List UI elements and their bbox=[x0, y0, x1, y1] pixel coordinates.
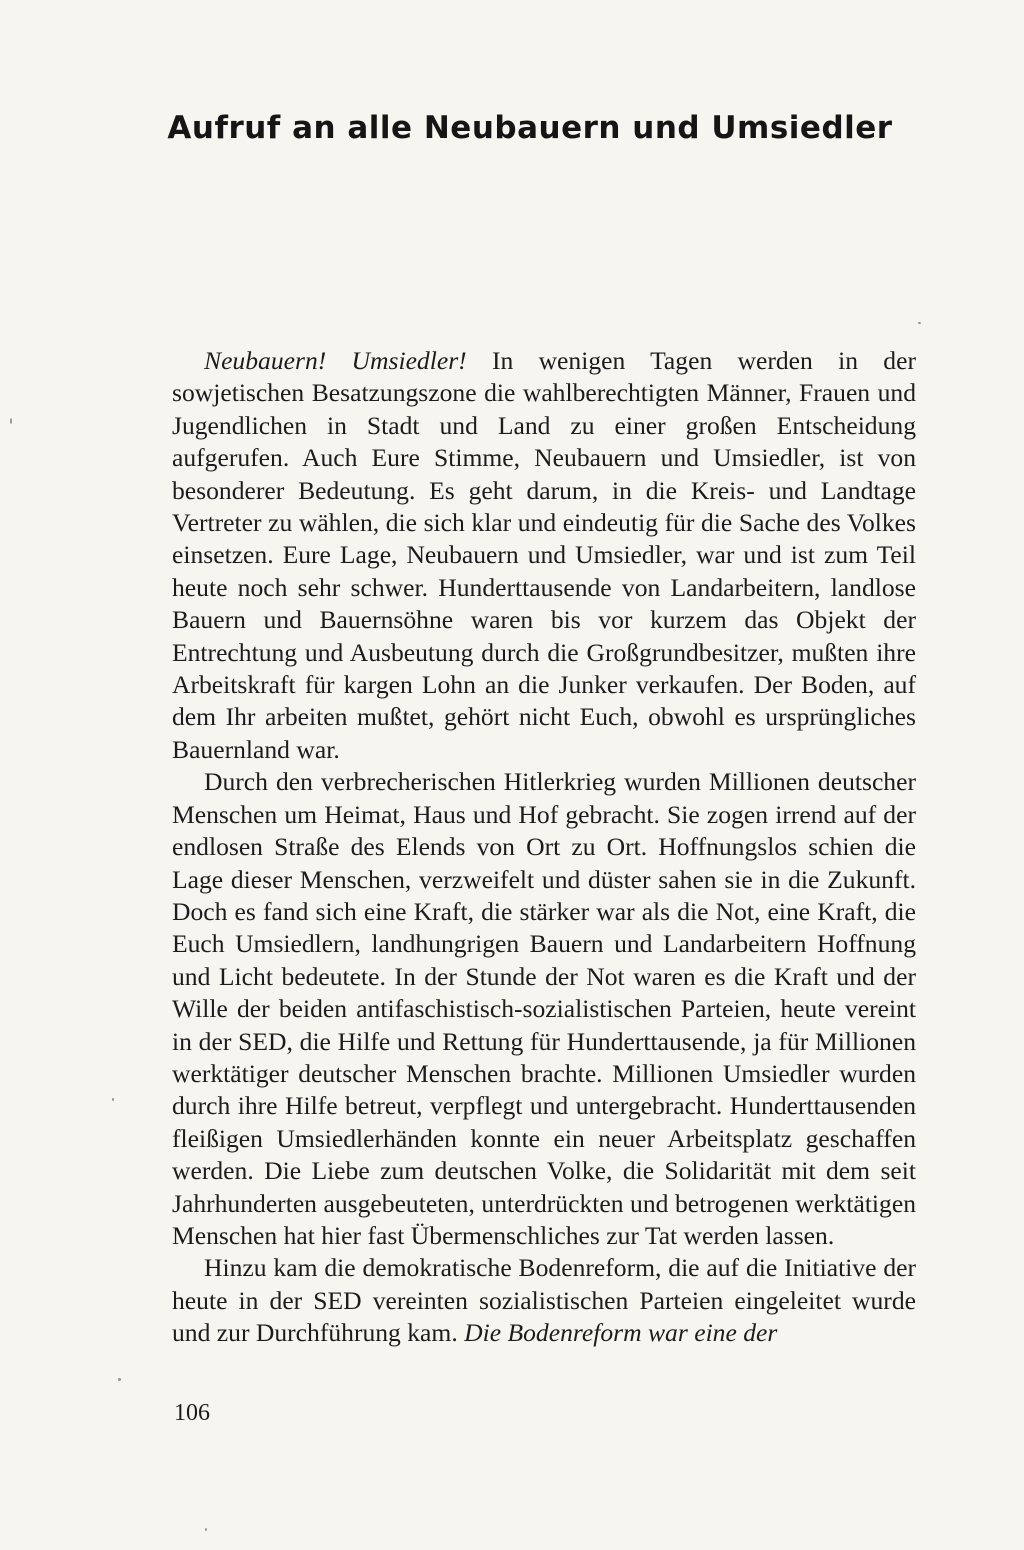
paper-speck bbox=[205, 1528, 207, 1531]
paper-speck bbox=[918, 322, 921, 324]
paragraph-3 bbox=[172, 1252, 916, 1349]
paragraph-1 bbox=[172, 345, 916, 766]
paragraph-3-text: Hinzu kam die demokratische Bodenreform, die auf die Initiative der heute in der SED vereinten sozialistischen Parteien eingeleitet wurde und zur Durchführung kam. bbox=[172, 1253, 916, 1348]
paper-speck bbox=[118, 1378, 121, 1381]
lead-italic: Neubauern! Umsiedler! bbox=[204, 346, 467, 375]
paragraph-2-text: Durch den verbrecherischen Hitlerkrieg wurden Millionen deutscher Menschen um Heimat, Haus und Hof gebracht. Sie zogen irrend auf der endlosen Straße des Elends von Ort zu Ort. Hoffnungslos schien die Lage dieser Menschen, verzweifelt und düster sahen sie in die Zukunft. Doch es fand sich eine Kraft, die stärker war als die Not, eine Kraft, die Euch Umsiedlern, landhungrigen Bauern und Landarbeitern Hoffnung und Licht bedeutete. In der Stunde der Not waren es die Kraft und der Wille der beiden antifaschistisch-sozialistischen Parteien, heute vereint in der SED, die Hilfe und Rettung für Hunderttausende, ja für Millionen werktätiger deutscher Menschen brachte. Millionen Umsiedler wurden durch ihre Hilfe betreut, verpflegt und untergebracht. Hunderttausenden fleißigen Umsiedlerhänden konnte ein neuer Arbeitsplatz geschaffen werden. Die Liebe zum deutschen Volke, die Solidarität mit dem seit Jahrhunderten ausgebeuteten, unterdrückten und betrogenen werktätigen Menschen hat hier fast Übermenschliches zur Tat werden lassen. bbox=[172, 767, 916, 1250]
page-title: Aufruf an alle Neubauern und Umsiedler bbox=[167, 110, 893, 146]
paragraph-2 bbox=[172, 766, 916, 1252]
paper-speck bbox=[10, 418, 12, 424]
body-text bbox=[172, 345, 916, 1350]
paragraph-1-text: In wenigen Tagen werden in der sowjetischen Besatzungszone die wahlberechtigten Männer, Frauen und Jugendlichen in Stadt und Land zu einer großen Entscheidung aufgerufen. Auch Eure Stimme, Neubauern und Umsiedler, ist von besonderer Bedeutung. Es geht darum, in die Kreis- und Landtage Vertreter zu wählen, die sich klar und eindeutig für die Sache des Volkes einsetzen. Eure Lage, Neubauern und Umsiedler, war und ist zum Teil heute noch sehr schwer. Hunderttausende von Landarbeitern, landlose Bauern und Bauernsöhne waren bis vor kurzem das Objekt der Entrechtung und Ausbeutung durch die Großgrundbesitzer, mußten ihre Arbeitskraft für kargen Lohn an die Junker verkaufen. Der Boden, auf dem Ihr arbeiten mußtet, gehört nicht Euch, obwohl es ursprüngliches Bauernland war. bbox=[172, 346, 916, 764]
trail-italic: Die Bodenreform war eine der bbox=[464, 1318, 778, 1348]
page-number: 106 bbox=[174, 1400, 210, 1426]
paper-speck bbox=[112, 1098, 114, 1101]
